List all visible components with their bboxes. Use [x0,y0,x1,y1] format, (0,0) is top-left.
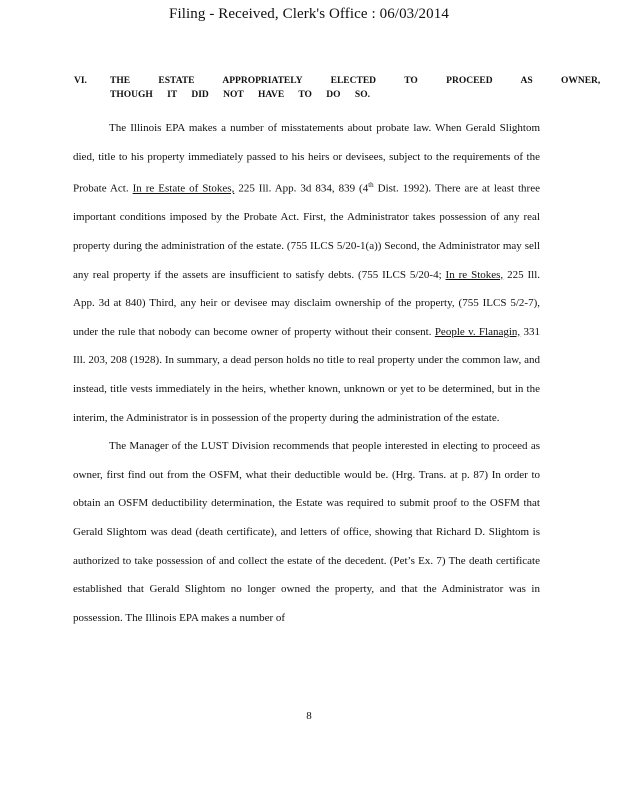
case-citation-flanagin: People v. Flanagin, [434,325,521,338]
paragraph-1-text-d: 225 Ill. App. 3d at 840) Third, any heir or devisee may disclaim ownership of the property, (755 ILCS 5/2-7), under the rule that nobody can become owner of property without their consent. [73,268,541,338]
paragraph-1-text-c: Dist. 1992). There are at least three important conditions imposed by the Probate Act. First, the Administrator takes possession of any real property during the administration of the estate. (755 ILCS 5/20-1(a)) Second, the Administrator may sell any real property if the assets are insufficient to satisfy debts. (755 ILCS 5/20-4; [73,182,540,281]
filing-header: Filing - Received, Clerk's Office : 06/03/2014 [169,6,449,22]
document-body [73,114,540,632]
section-title-line-1: THE ESTATE APPROPRIATELY ELECTED TO PROCEED AS OWNER, [110,76,601,86]
ordinal-superscript: th [368,181,374,190]
paragraph-1-text-e: 331 Ill. 203, 208 (1928). In summary, a dead person holds no title to real property under the common law, and instead, title vests immediately in the heirs, whether known, unknown or yet to be determined, but in the interim, the Administrator is in possession of the property during the administration of the estate. [73,325,541,424]
case-citation-stokes: In re Estate of Stokes, [132,182,235,195]
paragraph-1-text-a: The Illinois EPA makes a number of misstatements about probate law. When Gerald Slightom died, title to his property immediately passed to his heirs or devisees, subject to the requirements of the Probate Act. [73,122,540,195]
paragraph-1 [73,114,540,432]
case-citation-stokes-short: In re Stokes, [445,268,504,281]
paragraph-2: The Manager of the LUST Division recommends that people interested in electing to proceed as owner, first find out from the OSFM, what their deductible would be. (Hrg. Trans. at p. 87) In order to obtain an OSFM deductibility determination, the Estate was required to submit proof to the OSFM that Gerald Slightom was dead (death certificate), and letters of office, showing that Richard D. Slightom is authorized to take possession of and collect the estate of the decedent. (Pet’s Ex. 7) The death certificate established that Gerald Slightom no longer owned the property, and that the Administrator was in possession. The Illinois EPA makes a number of [73,440,540,624]
page-number: 8 [306,710,312,722]
section-title-line-2: THOUGH IT DID NOT HAVE TO DO SO. [110,90,370,100]
paragraph-1-text-b: 225 Ill. App. 3d 834, 839 (4 [234,182,369,195]
section-number: VI. [74,76,87,86]
